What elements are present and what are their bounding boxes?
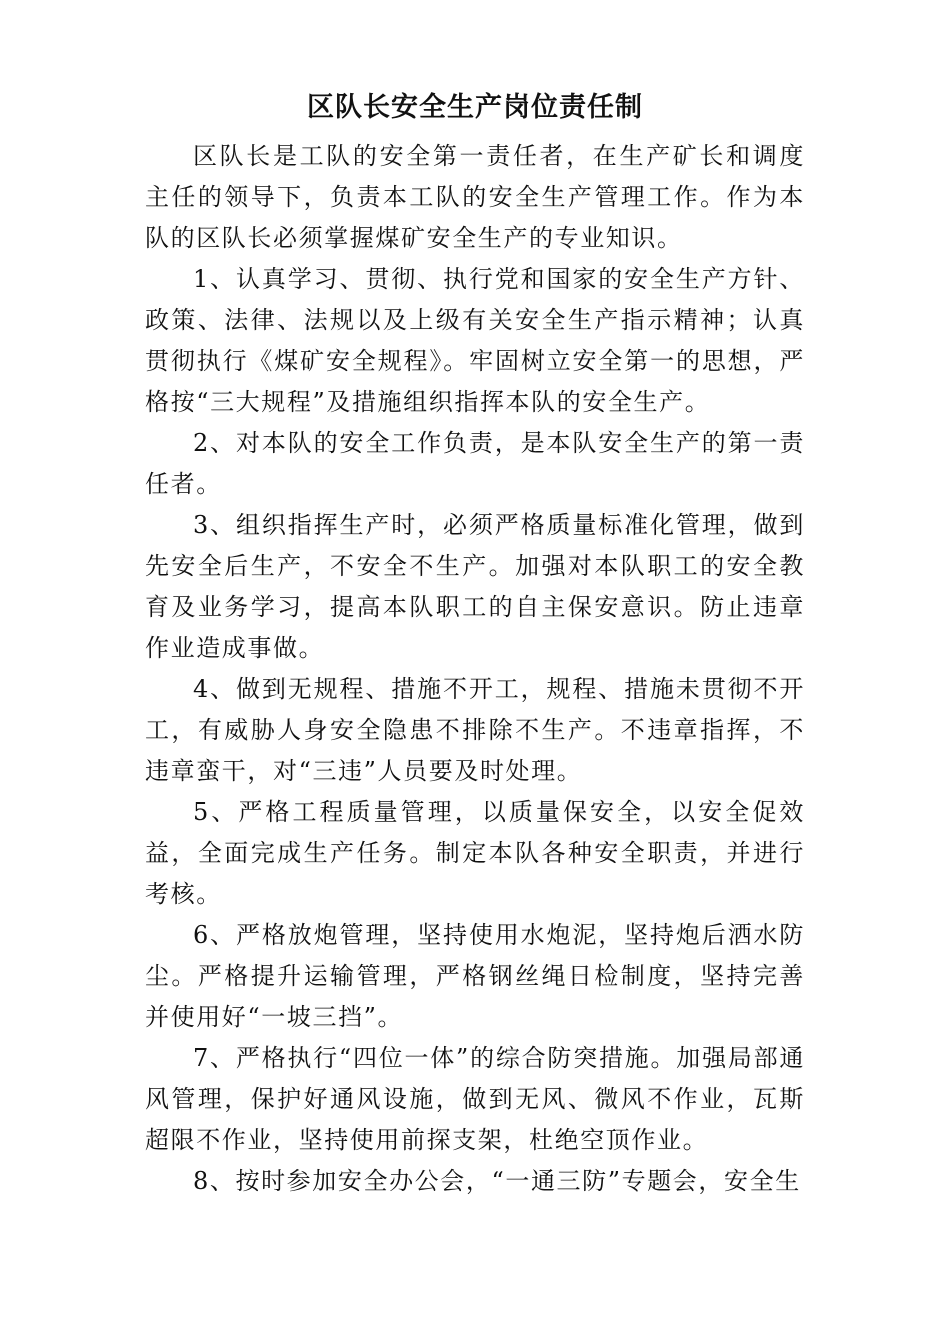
document-body (145, 136, 805, 1202)
paragraph-item-3: 3、组织指挥生产时，必须严格质量标准化管理，做到先安全后生产，不安全不生产。加强对本队职工的安全教育及业务学习，提高本队职工的自主保安意识。防止违章作业造成事做。 (145, 511, 805, 662)
paragraph-item-4: 4、做到无规程、措施不开工，规程、措施未贯彻不开工，有威胁人身安全隐患不排除不生产。不违章指挥，不违章蛮干，对“三违”人员要及时处理。 (145, 675, 805, 785)
paragraph-item-8: 8、按时参加安全办公会，“一通三防”专题会，安全生 (193, 1167, 801, 1195)
paragraph-item-7: 7、严格执行“四位一体”的综合防突措施。加强局部通风管理，保护好通风设施，做到无风、微风不作业，瓦斯超限不作业，坚持使用前探支架，杜绝空顶作业。 (145, 1044, 805, 1154)
paragraph-item-6: 6、严格放炮管理，坚持使用水炮泥，坚持炮后洒水防尘。严格提升运输管理，严格钢丝绳日检制度，坚持完善并使用好“一坡三挡”。 (145, 921, 805, 1031)
paragraph-intro: 区队长是工队的安全第一责任者，在生产矿长和调度主任的领导下，负责本工队的安全生产管理工作。作为本队的区队长必须掌握煤矿安全生产的专业知识。 (145, 142, 805, 252)
paragraph-item-2: 2、对本队的安全工作负责，是本队安全生产的第一责任者。 (145, 429, 805, 498)
paragraph-item-1: 1、认真学习、贯彻、执行党和国家的安全生产方针、政策、法律、法规以及上级有关安全生产指示精神；认真贯彻执行《煤矿安全规程》。牢固树立安全第一的思想，严格按“三大规程”及措施组织指挥本队的安全生产。 (145, 265, 805, 416)
document-title: 区队长安全生产岗位责任制 (307, 92, 643, 123)
paragraph-item-5: 5、严格工程质量管理，以质量保安全，以安全促效益，全面完成生产任务。制定本队各种安全职责，并进行考核。 (145, 798, 805, 908)
